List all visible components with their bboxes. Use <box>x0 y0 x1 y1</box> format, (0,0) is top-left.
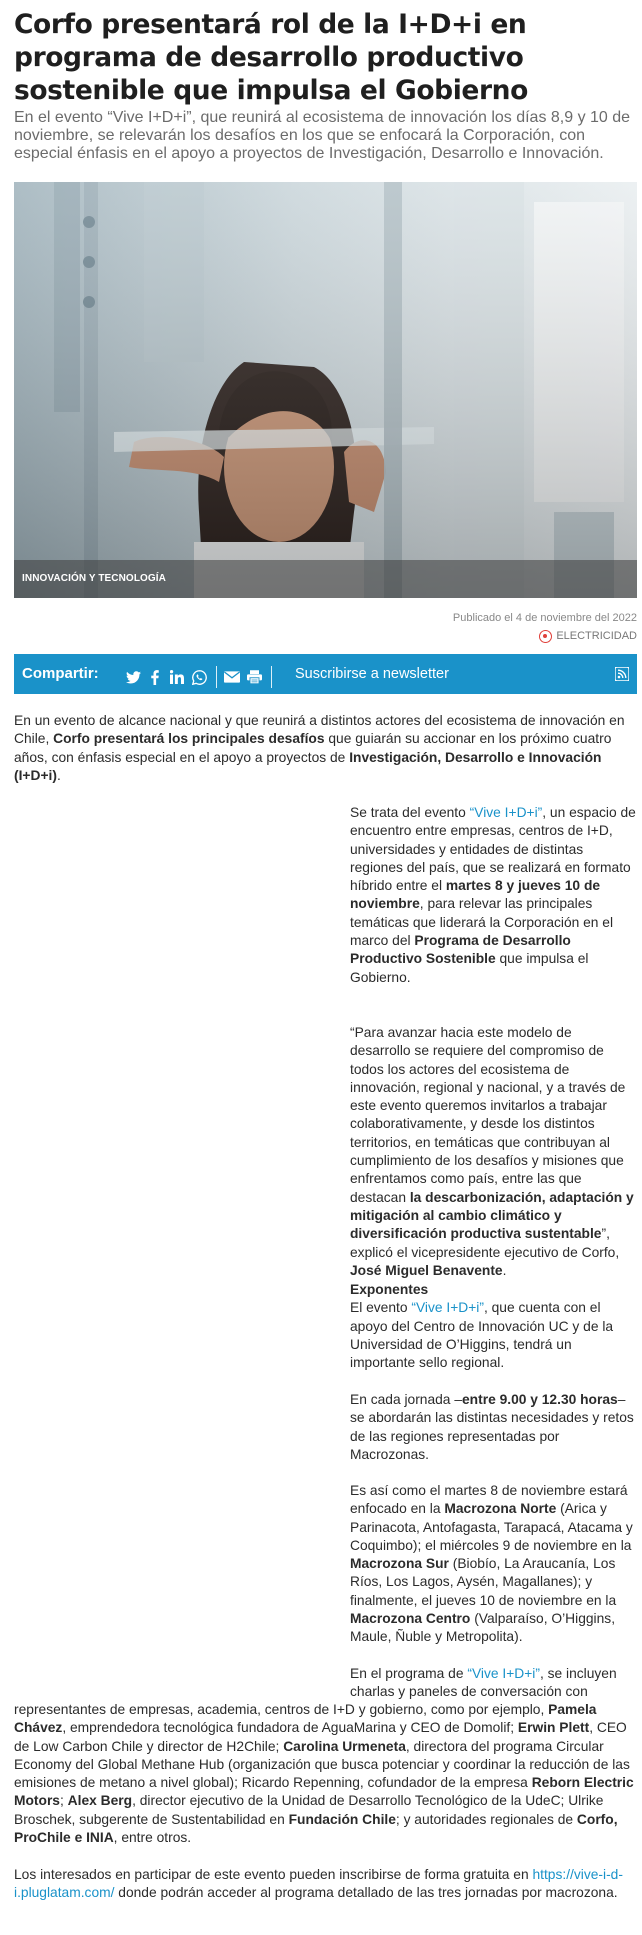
text-run: – se abordarán las distintas necesidades y retos de las regiones representadas por Macrozonas. <box>350 1392 634 1462</box>
body-paragraph-quote <box>350 1024 636 1280</box>
topic-label: ELECTRICIDAD <box>556 630 637 642</box>
article-photo <box>14 182 637 598</box>
vive-idi-link[interactable]: “Vive I+D+i” <box>467 1666 540 1681</box>
body-paragraph-registration <box>14 1866 636 1903</box>
text-run: representantes de empresas, academia, centros de I+D y gobierno, como por ejemplo, <box>14 1702 549 1717</box>
bold-run: la descarbonización, adaptación y mitigación al cambio climático y diversificación productiva sustentable <box>350 1189 634 1242</box>
bold-run: Corfo, ProChile e INIA <box>14 1811 618 1846</box>
article-lead: En el evento “Vive I+D+i”, que reunirá al ecosistema de innovación los días 8,9 y 10 de noviembre, se relevarán los desafíos en los que se enfocará la Corporación, con especial énfasis en el apoyo a proyectos de Investigación, Desarrollo e Innovación. <box>14 109 631 162</box>
text-run: El evento <box>350 1300 412 1316</box>
bold-run: Investigación, Desarrollo e Innovación (I+D+i) <box>14 749 602 783</box>
text-run: ”, explicó el vicepresidente ejecutivo de Corfo, <box>350 1226 620 1260</box>
bold-run: Corfo presentará los principales desafíos <box>53 731 325 747</box>
text-run: , que cuenta con el apoyo del Centro de Innovación UC y de la Universidad de O’Higgins, tendrá un importante sello regional. <box>350 1300 614 1371</box>
bold-run: Erwin Plett <box>517 1720 590 1736</box>
share-icons <box>124 666 278 688</box>
lab-photo-illustration <box>14 182 637 598</box>
body-paragraph-event <box>350 804 636 987</box>
text-run: , CEO de Low Carbon Chile y director de H2Chile; <box>14 1720 627 1754</box>
print-icon[interactable] <box>245 669 263 685</box>
bold-run: José Miguel Benavente <box>350 1262 503 1278</box>
text-run: . <box>502 1262 507 1278</box>
bold-run: Pamela Chávez <box>14 1702 597 1736</box>
bolt-target-icon <box>539 630 552 643</box>
body-paragraph-intro <box>14 712 636 785</box>
newsletter-link[interactable]: Suscribirse a newsletter <box>295 666 449 682</box>
share-divider <box>216 666 217 688</box>
text-run: , directora del programa Circular Economy del Global Methane Hub (organización que busca potenciar y coordinar la reducción de las emisiones de metano a nivel global); Ricardo Repenning, cofundador de la empresa <box>14 1738 630 1791</box>
photo-category-bar <box>14 560 637 598</box>
bold-run: Programa de Desarrollo Productivo Sostenible <box>350 933 571 967</box>
body-paragraph-schedule <box>350 1391 636 1464</box>
section-heading: Exponentes <box>350 1282 429 1297</box>
twitter-icon[interactable] <box>124 669 142 685</box>
text-run: ; <box>60 1793 68 1809</box>
bold-run: Macrozona Centro <box>350 1611 471 1627</box>
text-run: que guiarán su accionar en los próximo cuatro años, con énfasis especial en el apoyo a proyectos de <box>14 731 612 765</box>
text-run: , entre otros. <box>113 1830 192 1846</box>
text-run: En cada jornada – <box>350 1392 462 1407</box>
text-run: (Arica y Parinacota, Antofagasta, Tarapacá, Atacama y Coquimbo); el miércoles 9 de noviembre en la <box>350 1501 633 1553</box>
share-label: Compartir: <box>22 665 99 682</box>
bold-run: Carolina Urmeneta <box>283 1738 406 1754</box>
text-run: Es así como el martes 8 de noviembre estará enfocado en la <box>350 1483 628 1517</box>
text-run: , emprendedora tecnológica fundadora de AguaMarina y CEO de Domolif; <box>62 1720 518 1736</box>
registration-link[interactable]: https://vive-i-d-i.pluglatam.com/ <box>14 1867 623 1901</box>
bold-run: martes 8 y jueves 10 de noviembre <box>350 878 601 912</box>
text-run: , un espacio de encuentro entre empresas, centros de I+D, universidades y entidades de distintas regiones del país, que se realizará en formato híbrido entre el <box>350 805 636 894</box>
linkedin-icon[interactable] <box>168 669 186 685</box>
body-paragraph-program-start <box>350 1665 636 1702</box>
text-run: , director ejecutivo de la Unidad de Desarrollo Tecnológico de la UdeC; Ulrike Broschek, subgerente de Sustentabilidad en <box>14 1793 604 1827</box>
text-run: (Biobío, La Araucanía, Los Ríos, Los Lagos, Aysén, Magallanes); y finalmente, el jueves 10 de noviembre en la <box>350 1556 617 1608</box>
bold-run: Fundación Chile <box>288 1811 396 1827</box>
text-run: , para relevar las principales temáticas que liderará la Corporación en el marco del <box>350 896 614 949</box>
article-headline: Corfo presentará rol de la I+D+i en programa de desarrollo productivo sostenible que impulsa el Gobierno <box>14 9 528 106</box>
text-run: En el programa de <box>350 1666 468 1681</box>
publish-date: Publicado el 4 de noviembre del 2022 <box>452 612 637 624</box>
text-run: que impulsa el Gobierno. <box>350 951 589 985</box>
rss-icon[interactable] <box>615 667 629 681</box>
body-paragraph-macrozonas <box>350 1482 636 1647</box>
bold-run: Macrozona Sur <box>350 1556 449 1572</box>
bold-run: Reborn Electric Motors <box>14 1775 634 1809</box>
text-run: donde podrán acceder al programa detallado de las tres jornadas por macrozona. <box>114 1885 618 1901</box>
email-icon[interactable] <box>223 669 241 685</box>
share-divider <box>271 666 272 688</box>
whatsapp-icon[interactable] <box>190 669 208 685</box>
photo-category-label[interactable]: INNOVACIÓN Y TECNOLOGÍA <box>22 573 166 584</box>
text-run: “Para avanzar hacia este modelo de desarrollo se requiere del compromiso de todos los actores del ecosistema de innovación, regional y nacional, y a través de este evento queremos invitarlos a trabajar colaborativamente, y desde los distintos territorios, en temáticas que contribuyan al cumplimiento de los desafíos y misiones que enfrentamos como país, entre las que destacan <box>350 1025 626 1205</box>
text-run: . <box>56 767 61 783</box>
text-run: (Valparaíso, O’Higgins, Maule, Ñuble y Metropolita). <box>350 1611 616 1645</box>
facebook-icon[interactable] <box>146 669 164 685</box>
vive-idi-link[interactable]: “Vive I+D+i” <box>469 805 543 820</box>
text-run: En un evento de alcance nacional y que reunirá a distintos actores del ecosistema de innovación en Chile, <box>14 713 625 747</box>
text-run: Se trata del evento <box>350 805 470 820</box>
topic-tag[interactable] <box>539 628 637 644</box>
text-run: ; y autoridades regionales de <box>395 1811 577 1827</box>
body-paragraph-exponentes <box>350 1281 636 1372</box>
vive-idi-link[interactable]: “Vive I+D+i” <box>411 1300 484 1316</box>
text-run: , se incluyen charlas y paneles de conversación con <box>350 1666 617 1700</box>
bold-run: Alex Berg <box>67 1793 133 1809</box>
bold-run: entre 9.00 y 12.30 horas <box>462 1392 618 1407</box>
text-run: Los interesados en participar de este evento pueden inscribirse de forma gratuita en <box>14 1867 533 1882</box>
share-bar <box>14 654 637 694</box>
body-paragraph-program <box>14 1701 636 1847</box>
bold-run: Macrozona Norte <box>444 1501 557 1517</box>
